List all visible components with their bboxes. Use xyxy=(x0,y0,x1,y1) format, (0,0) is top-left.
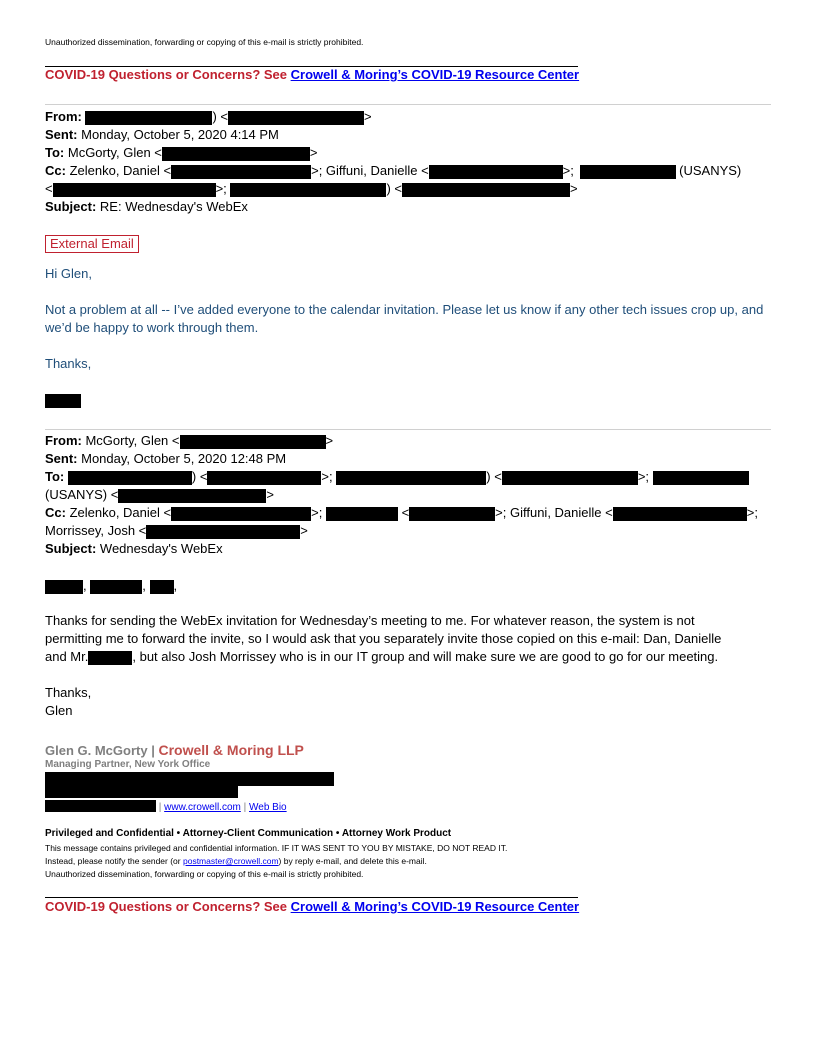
text: > xyxy=(325,433,334,448)
website-link[interactable]: www.crowell.com xyxy=(164,802,241,813)
covid-banner xyxy=(45,66,579,84)
email2-body-line1: Thanks for sending the WebEx invitation for Wednesday’s meeting to me. For whatever reason, the system is not xyxy=(45,613,695,628)
redaction xyxy=(45,772,334,786)
text: ) < xyxy=(191,469,208,484)
email1-cc-line xyxy=(45,162,741,180)
email1-sent-line xyxy=(45,126,279,144)
redaction xyxy=(118,489,266,503)
redaction xyxy=(90,580,142,594)
footer-line1: This message contains privileged and confidential information. IF IT WAS SENT TO YOU BY MISTAKE, DO NOT READ IT. xyxy=(45,843,508,853)
email2-cc-line2 xyxy=(45,522,308,540)
email1-to-line xyxy=(45,144,318,162)
sig-title: Managing Partner, New York Office xyxy=(45,759,211,770)
text: < xyxy=(45,181,53,196)
redaction xyxy=(326,507,398,521)
separator xyxy=(45,104,771,105)
redaction xyxy=(580,165,676,179)
covid-banner-prefix: COVID-19 Questions or Concerns? See xyxy=(45,67,291,82)
privileged-heading: Privileged and Confidential • Attorney-Client Communication • Attorney Work Product xyxy=(45,828,452,839)
web-bio-link[interactable]: Web Bio xyxy=(249,802,287,813)
external-email-badge: External Email xyxy=(45,235,139,253)
sig-links-line xyxy=(45,797,287,815)
redaction xyxy=(45,394,81,408)
redaction xyxy=(230,183,386,197)
text: >; xyxy=(637,469,650,484)
text: Zelenko, Daniel < xyxy=(65,163,172,178)
text: >; xyxy=(562,163,574,178)
covid-resource-link[interactable]: Crowell & Moring’s COVID-19 Resource Center xyxy=(290,67,580,82)
text: | xyxy=(156,802,165,813)
email2-body-line3 xyxy=(45,648,718,666)
text: , xyxy=(142,578,146,593)
text: and Mr. xyxy=(45,649,89,664)
email2-from-line xyxy=(45,432,333,450)
email2-cc-line xyxy=(45,504,758,522)
redaction xyxy=(53,183,216,197)
sent-value: Monday, October 5, 2020 12:48 PM xyxy=(77,451,287,466)
text: > xyxy=(569,181,578,196)
email2-greeting xyxy=(45,577,177,595)
text: >; xyxy=(746,505,758,520)
redaction xyxy=(336,471,486,485)
email1-greeting: Hi Glen, xyxy=(45,266,92,281)
email2-sent-line xyxy=(45,450,286,468)
redaction xyxy=(228,111,364,125)
text: Zelenko, Daniel < xyxy=(65,505,172,520)
redaction xyxy=(171,165,311,179)
sig-firm: Crowell & Moring LLP xyxy=(158,742,304,758)
email2-subject-line xyxy=(45,540,223,558)
redaction xyxy=(502,471,638,485)
sent-label: Sent: xyxy=(45,451,78,466)
redaction xyxy=(180,435,326,449)
redaction xyxy=(68,471,192,485)
email2-to-line xyxy=(45,468,749,486)
text: ) < xyxy=(486,469,502,484)
text: >; Giffuni, Danielle < xyxy=(311,163,429,178)
email1-signoff: Thanks, xyxy=(45,356,92,371)
text: > xyxy=(266,487,274,502)
text: , but also Josh Morrissey who is in our IT group and will make sure we are good to go for our meeting. xyxy=(132,649,719,664)
redaction xyxy=(402,183,570,197)
email1-cc-line2 xyxy=(45,180,578,198)
text: >; xyxy=(215,181,227,196)
email2-to-line2 xyxy=(45,486,274,504)
text: > xyxy=(300,523,308,538)
text: (USANYS) < xyxy=(45,487,119,502)
redaction xyxy=(88,651,132,665)
subject-value: RE: Wednesday's WebEx xyxy=(96,199,248,214)
email1-body: Not a problem at all -- I’ve added everyone to the calendar invitation. Please let us know if any other tech issues crop up, and we’d be happy to work through them. xyxy=(45,302,764,335)
from-label: From: xyxy=(45,433,82,448)
cc-label: Cc: xyxy=(45,505,66,520)
to-value: McGorty, Glen < xyxy=(64,145,162,160)
subject-value: Wednesday's WebEx xyxy=(96,541,223,556)
redaction xyxy=(171,507,311,521)
text: > xyxy=(364,109,372,124)
email2-signoff: Thanks, xyxy=(45,685,92,700)
sig-bar: | xyxy=(147,743,159,758)
text: Morrissey, Josh < xyxy=(45,523,147,538)
text: < xyxy=(401,505,410,520)
sent-value: Monday, October 5, 2020 4:14 PM xyxy=(77,127,279,142)
to-label: To: xyxy=(45,145,65,160)
redaction xyxy=(409,507,495,521)
redaction xyxy=(653,471,749,485)
text: >; xyxy=(311,505,323,520)
covid-banner-bottom xyxy=(45,898,579,916)
text: Instead, please notify the sender (or xyxy=(45,856,183,866)
covid-banner-prefix: COVID-19 Questions or Concerns? See xyxy=(45,899,291,914)
footer-line2 xyxy=(45,856,427,867)
redaction xyxy=(45,800,156,812)
sig-name-line xyxy=(45,742,304,760)
separator xyxy=(45,429,771,430)
text: (USANYS) xyxy=(679,163,742,178)
text: ) by reply e-mail, and delete this e-mail. xyxy=(278,856,427,866)
redaction xyxy=(162,147,310,161)
redaction xyxy=(45,580,83,594)
text: ) < xyxy=(386,181,402,196)
text: >; xyxy=(321,469,333,484)
redaction xyxy=(146,525,300,539)
email1-subject-line xyxy=(45,198,248,216)
text: > xyxy=(309,145,318,160)
sig-name: Glen G. McGorty xyxy=(45,743,148,758)
text: , xyxy=(83,578,87,593)
postmaster-link[interactable]: postmaster@crowell.com xyxy=(182,856,279,866)
to-label: To: xyxy=(45,469,65,484)
covid-resource-link[interactable]: Crowell & Moring’s COVID-19 Resource Center xyxy=(290,899,580,914)
top-notice: Unauthorized dissemination, forwarding or copying of this e-mail is strictly prohibited. xyxy=(45,37,364,47)
from-value: McGorty, Glen < xyxy=(81,433,180,448)
redaction xyxy=(150,580,174,594)
from-label: From: xyxy=(45,109,82,124)
footer-line3: Unauthorized dissemination, forwarding or copying of this e-mail is strictly prohibited. xyxy=(45,869,364,879)
text: >; Giffuni, Danielle < xyxy=(495,505,613,520)
cc-label: Cc: xyxy=(45,163,66,178)
text: | xyxy=(240,802,249,813)
text: ) < xyxy=(212,109,229,124)
subject-label: Subject: xyxy=(45,199,97,214)
redaction xyxy=(429,165,563,179)
subject-label: Subject: xyxy=(45,541,97,556)
redaction xyxy=(613,507,747,521)
email2-signature: Glen xyxy=(45,703,73,718)
email2-body-line2: permitting me to forward the invite, so I would ask that you separately invite those copied on this e-mail: Dan, Danielle xyxy=(45,631,722,646)
text: , xyxy=(173,578,178,593)
redaction xyxy=(207,471,321,485)
sent-label: Sent: xyxy=(45,127,78,142)
redaction xyxy=(85,111,212,125)
email1-from-line xyxy=(45,108,372,126)
